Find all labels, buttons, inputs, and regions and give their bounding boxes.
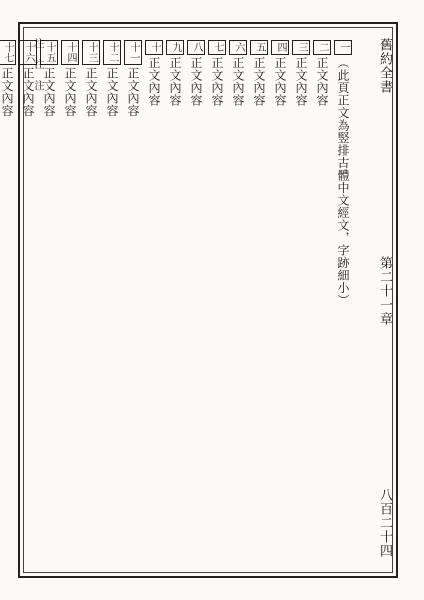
text-column bbox=[229, 38, 247, 548]
text-column bbox=[334, 38, 352, 548]
text-column bbox=[82, 38, 100, 548]
verse-number: 三 bbox=[292, 40, 310, 55]
text-column bbox=[145, 38, 163, 548]
verse-number: 十三 bbox=[82, 40, 100, 65]
margin-note: 注 bbox=[32, 80, 43, 91]
verse-text: 正文內容 bbox=[294, 56, 308, 107]
verse-text: 正文內容 bbox=[147, 56, 161, 107]
page-number: 八百二十四 bbox=[377, 488, 392, 558]
verse-number: 十 bbox=[145, 40, 163, 55]
verse-number: 四 bbox=[271, 40, 289, 55]
verse-text: 正文內容 bbox=[273, 56, 287, 107]
chapter-label: 第二十一章 bbox=[377, 256, 392, 326]
verse-text: 正文內容 bbox=[168, 56, 182, 107]
text-column bbox=[0, 38, 16, 548]
verse-text: 正文內容 bbox=[231, 56, 245, 107]
text-column bbox=[313, 38, 331, 548]
page-header bbox=[375, 38, 394, 558]
margin-note: 注 bbox=[32, 38, 43, 49]
verse-text: 正文內容 bbox=[42, 67, 56, 117]
verse-number: 二 bbox=[313, 40, 331, 55]
verse-text: 正文內容 bbox=[315, 56, 329, 107]
margin-notes bbox=[30, 38, 45, 538]
text-column bbox=[103, 38, 121, 548]
text-column bbox=[166, 38, 184, 548]
verse-text: 正文內容 bbox=[21, 67, 35, 117]
verse-text: 正文內容 bbox=[126, 67, 140, 117]
text-column bbox=[271, 38, 289, 548]
text-column bbox=[61, 38, 79, 548]
verse-number: 十七 bbox=[0, 40, 16, 65]
text-column bbox=[124, 38, 142, 548]
verse-number: 十二 bbox=[103, 40, 121, 65]
verse-number: 十四 bbox=[61, 40, 79, 65]
text-column bbox=[292, 38, 310, 548]
verse-number: 五 bbox=[250, 40, 268, 55]
verse-text: 正文內容 bbox=[210, 56, 224, 107]
verse-number: 八 bbox=[187, 40, 205, 55]
scripture-body bbox=[0, 38, 352, 548]
verse-number: 一 bbox=[334, 40, 352, 55]
text-column bbox=[208, 38, 226, 548]
text-column bbox=[187, 38, 205, 548]
verse-text: 正文內容 bbox=[189, 56, 203, 107]
verse-text: 正文內容 bbox=[105, 67, 119, 117]
verse-text: 正文內容 bbox=[252, 56, 266, 107]
book-title: 舊約全書 bbox=[377, 38, 392, 94]
verse-text: 正文內容 bbox=[63, 67, 77, 117]
verse-number: 九 bbox=[166, 40, 184, 55]
verse-number: 六 bbox=[229, 40, 247, 55]
verse-text: （此頁正文為竪排古體中文經文，字跡細小） bbox=[336, 56, 350, 307]
text-column bbox=[250, 38, 268, 548]
verse-number: 十六 bbox=[19, 40, 37, 65]
verse-text: 正文內容 bbox=[0, 67, 14, 117]
verse-number: 七 bbox=[208, 40, 226, 55]
margin-note: 注 bbox=[32, 59, 43, 70]
verse-number: 十一 bbox=[124, 40, 142, 65]
verse-number: 十五 bbox=[40, 40, 58, 65]
verse-text: 正文內容 bbox=[84, 67, 98, 117]
